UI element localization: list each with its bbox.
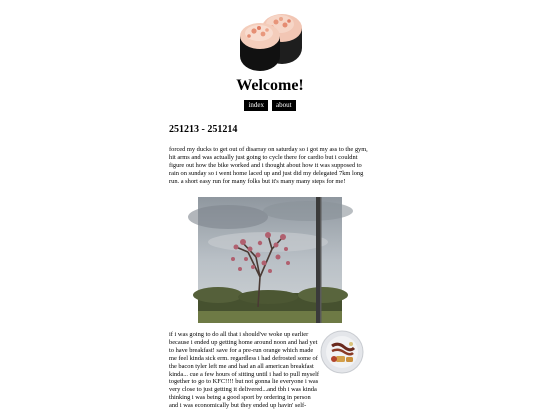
tree-photo-icon [198, 197, 342, 323]
post-paragraph-2: if i was going to do all that i should've woke up earlier because i ended up getting home around noon and had yet to have breakfast! save for a pre-run orange which made me feel kinda sick erm. regardless i had defrosted some of the bacon tyler left me and had an all american breakfast kinda... cue a few hours of sitting until i had to pull myself together to go to KFC!!!! but not gonna lie everyone i was very close to just getting it delivered...and tbh i was kinda thinking i was being a good sport by ordering in person and i was economically but they ended up havin' self- [169, 331, 319, 410]
nav-about-link[interactable]: about [272, 100, 296, 111]
sushi-rolls-logo-icon [234, 6, 306, 72]
post-title: 251213 - 251214 [169, 124, 238, 135]
welcome-heading: Welcome! [236, 77, 304, 94]
breakfast-plate-photo-icon [320, 330, 364, 374]
top-nav [0, 100, 540, 111]
post-paragraph-1: forced my ducks to get out of disarray on saturday so i got my ass to the gym, hit arms and was actually just going to cycle there for cardio but i couldnt figure out how the bike worked and i thought about how it was supposed to rain on sunday so i went home laced up and just did my delegated 7km long run. a short easy run for many folks but it's many many steps for me! [169, 146, 368, 185]
nav-index-link[interactable]: index [244, 100, 268, 111]
